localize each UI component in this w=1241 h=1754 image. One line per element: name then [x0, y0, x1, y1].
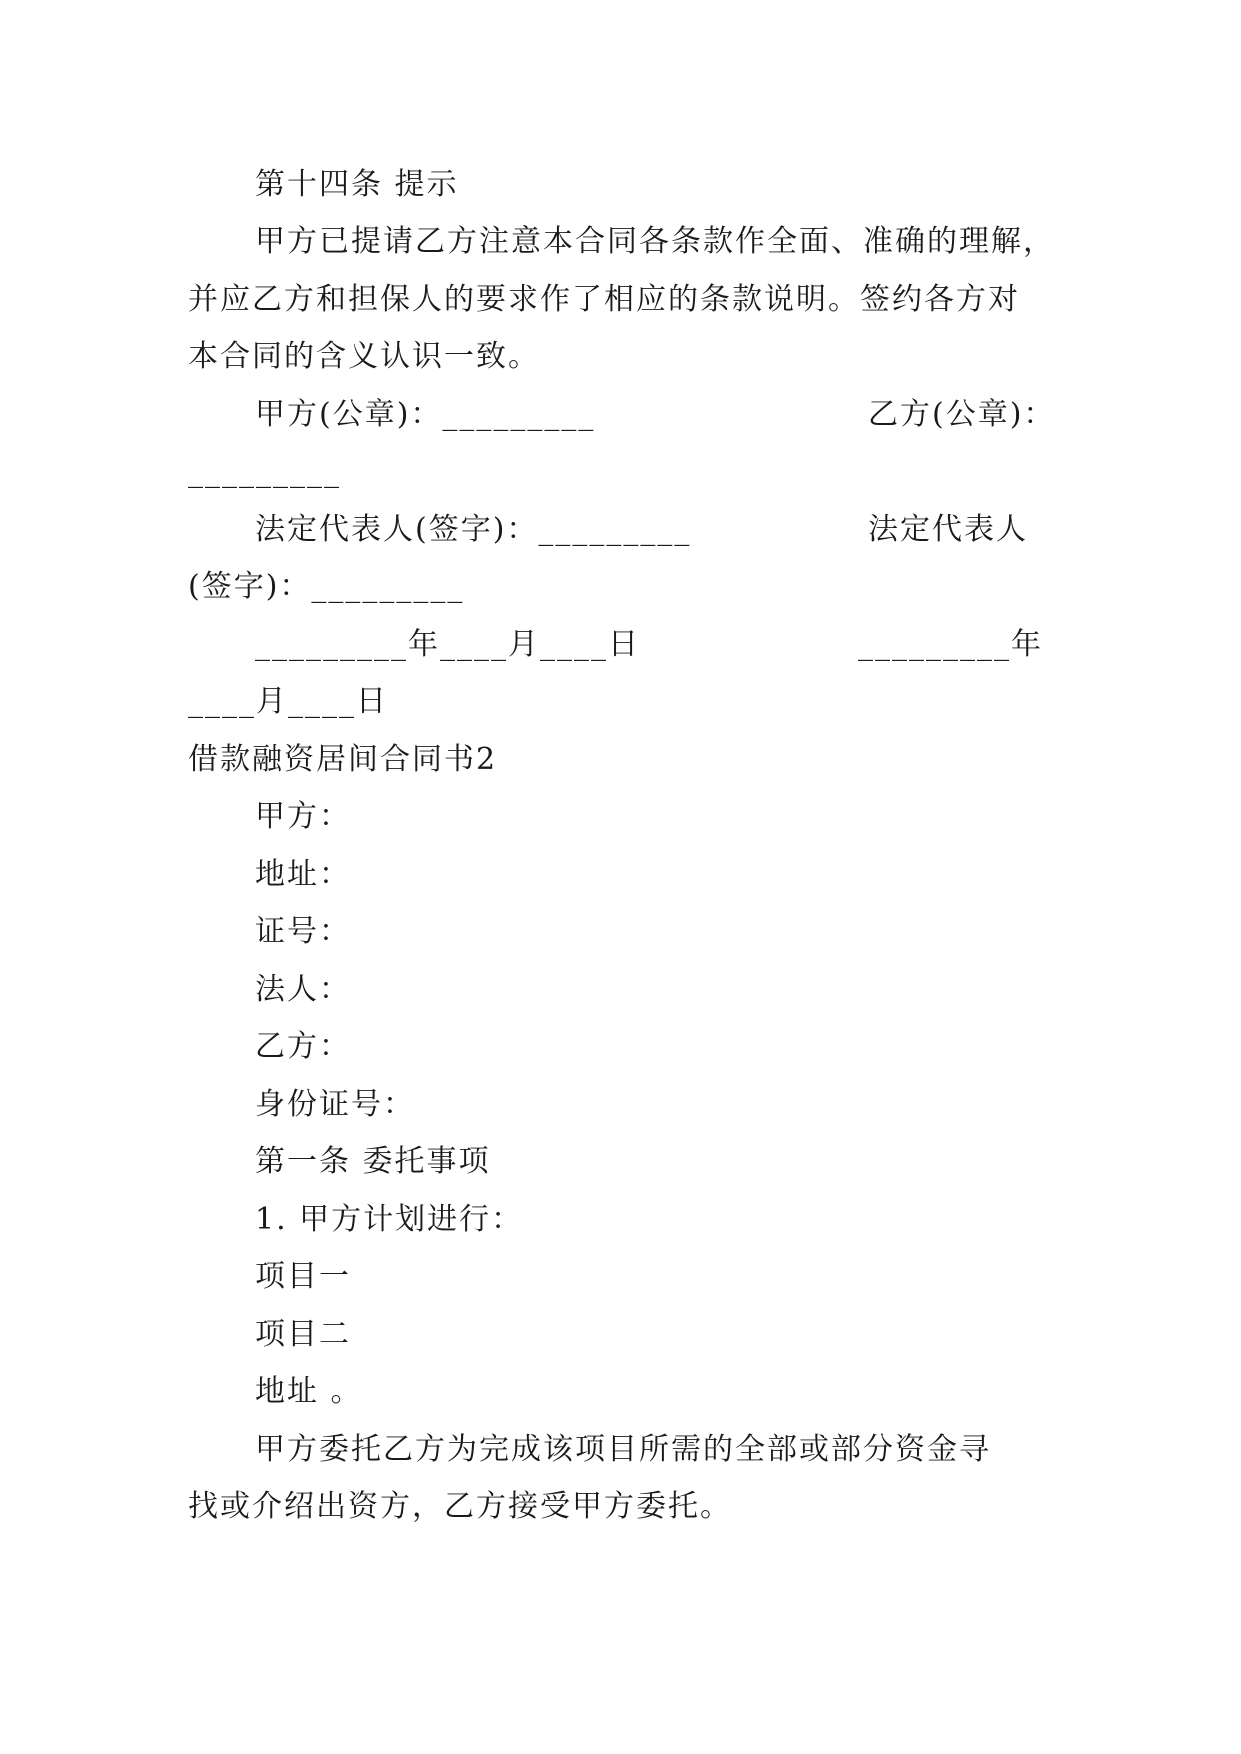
party-b-field: 乙方：	[255, 1029, 351, 1064]
party-a-field: 甲方：	[255, 799, 351, 834]
paragraph-line: 甲方委托乙方为完成该项目所需的全部或部分资金寻	[255, 1432, 991, 1467]
paragraph-line: 找或介绍出资方，乙方接受甲方委托。	[188, 1489, 732, 1524]
project-address: 地址 。	[255, 1374, 363, 1409]
party-b-representative-label: 法定代表人	[868, 512, 1028, 547]
paragraph-line: 甲方已提请乙方注意本合同各条款作全面、准确的理解，	[255, 224, 1055, 259]
party-a-seal-line: 甲方(公章)：_________	[255, 397, 596, 432]
id-number-field: 身份证号：	[255, 1087, 415, 1122]
project-one: 项目一	[255, 1259, 351, 1294]
paragraph-line: 并应乙方和担保人的要求作了相应的条款说明。签约各方对	[188, 282, 1020, 317]
clause-1-heading: 第一条 委托事项	[255, 1144, 491, 1179]
party-a-date-line: _________年____月____日	[255, 627, 640, 662]
license-number-field: 证号：	[255, 914, 351, 949]
paragraph-line: 本合同的含义认识一致。	[188, 339, 540, 374]
plan-line: 1. 甲方计划进行：	[255, 1202, 524, 1237]
address-field: 地址：	[255, 857, 351, 892]
project-two: 项目二	[255, 1317, 351, 1352]
contract-title: 借款融资居间合同书2	[188, 742, 498, 777]
party-b-seal-blank: _________	[188, 454, 341, 489]
party-b-signature-line: (签字)：_________	[188, 569, 465, 604]
clause-14-heading: 第十四条 提示	[255, 167, 459, 202]
party-b-date-month-day: ____月____日	[188, 684, 388, 719]
party-b-seal-label: 乙方(公章)：	[868, 397, 1056, 432]
party-b-date-year: _________年	[858, 627, 1043, 662]
party-a-representative-line: 法定代表人(签字)：_________	[255, 512, 692, 547]
legal-person-field: 法人：	[255, 972, 351, 1007]
